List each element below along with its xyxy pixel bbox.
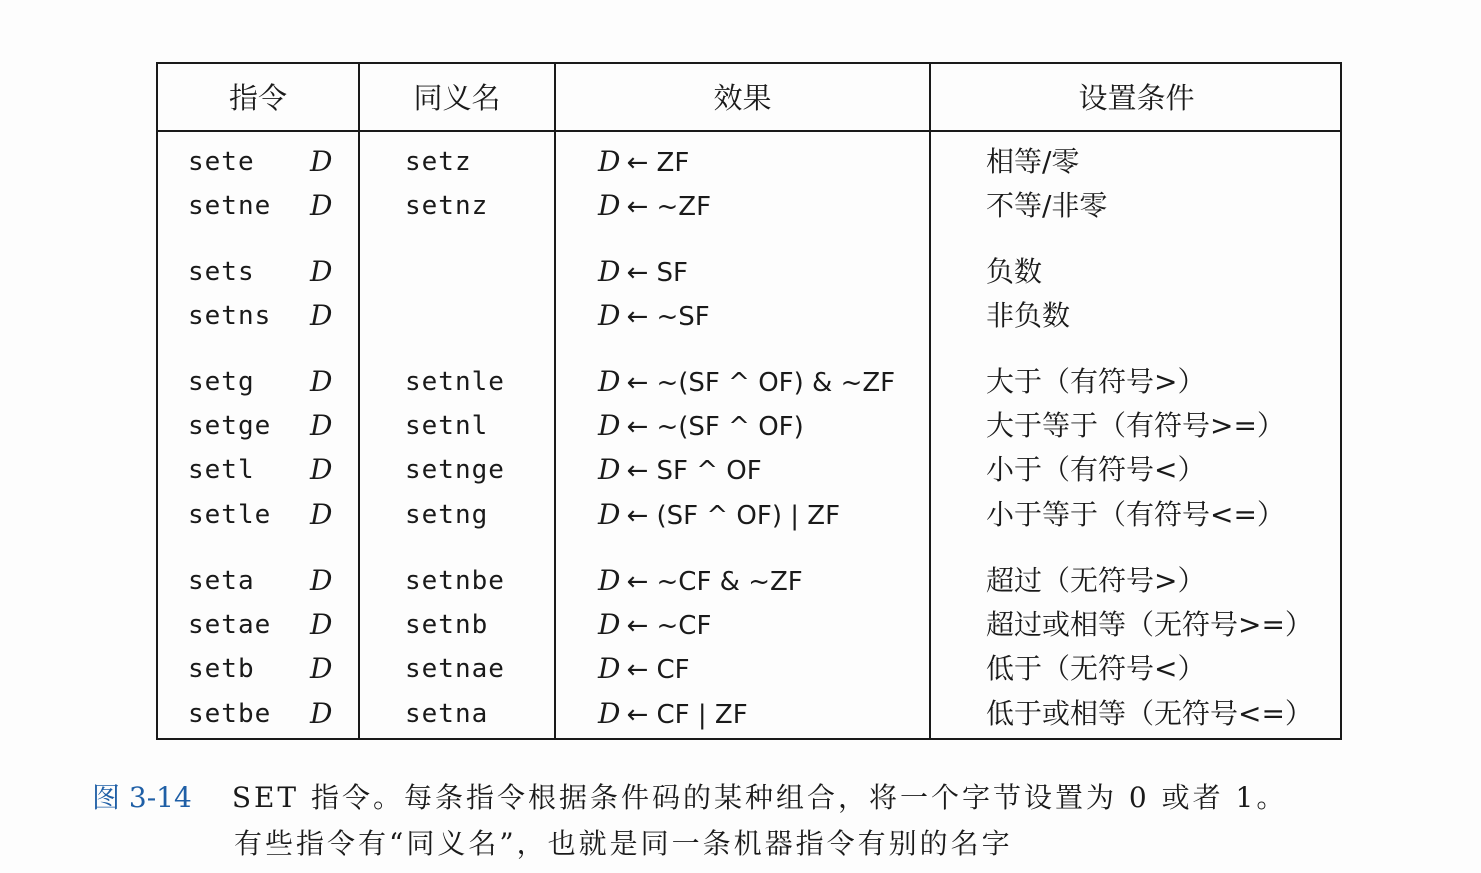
instruction-operand: D xyxy=(310,299,333,332)
effect-expression: ← SF ^ OF xyxy=(626,456,762,486)
caption-line-2: 有些指令有“同义名”，也就是同一条机器指令有别的名字 xyxy=(234,827,1013,860)
instruction-condition: 小于（有符号<） xyxy=(986,453,1206,486)
instruction-effect xyxy=(598,694,748,734)
effect-destination: D xyxy=(598,453,621,486)
instruction-operand: D xyxy=(310,255,333,288)
header-condition: 设置条件 xyxy=(1078,81,1195,115)
instruction-effect xyxy=(598,561,803,601)
effect-expression: ← ~SF xyxy=(626,302,710,332)
instruction-operand: D xyxy=(310,564,333,597)
figure-number: 图 3-14 xyxy=(92,781,192,814)
effect-destination: D xyxy=(598,145,621,178)
effect-expression: ← ~(SF ^ OF) & ~ZF xyxy=(626,368,896,398)
instruction-synonym: setnz xyxy=(405,191,489,221)
effect-expression: ← ~CF & ~ZF xyxy=(626,567,803,597)
instruction-name: sete xyxy=(188,147,255,177)
instruction-operand: D xyxy=(310,145,333,178)
instruction-synonym: setnbe xyxy=(405,566,505,596)
instruction-effect xyxy=(598,605,711,645)
instruction-name: setge xyxy=(188,411,272,441)
instruction-condition: 不等/非零 xyxy=(986,189,1108,222)
instruction-name: setne xyxy=(188,191,272,221)
column-divider xyxy=(929,64,931,738)
instruction-operand: D xyxy=(310,697,333,730)
instruction-name: setb xyxy=(188,654,255,684)
column-divider xyxy=(358,64,360,738)
effect-destination: D xyxy=(598,498,621,531)
header-divider xyxy=(158,130,1340,132)
instruction-effect xyxy=(598,362,895,402)
effect-destination: D xyxy=(598,608,621,641)
instruction-operand: D xyxy=(310,409,333,442)
instruction-condition: 小于等于（有符号<=） xyxy=(986,498,1285,531)
instruction-operand: D xyxy=(310,365,333,398)
instruction-name: setg xyxy=(188,367,255,397)
instruction-synonym: setnle xyxy=(405,367,505,397)
effect-expression: ← SF xyxy=(626,258,688,288)
header-effect: 效果 xyxy=(713,81,772,115)
instruction-name: sets xyxy=(188,257,255,287)
instruction-synonym: setnb xyxy=(405,610,489,640)
instruction-synonym: setnge xyxy=(405,455,505,485)
instruction-condition: 低于（无符号<） xyxy=(986,652,1206,685)
instruction-effect xyxy=(598,252,688,292)
instruction-condition: 非负数 xyxy=(986,299,1071,332)
instruction-condition: 低于或相等（无符号<=） xyxy=(986,697,1313,730)
instruction-condition: 相等/零 xyxy=(986,145,1080,178)
instruction-operand: D xyxy=(310,453,333,486)
instruction-name: setns xyxy=(188,301,272,331)
instruction-effect xyxy=(598,495,840,535)
instruction-name: setbe xyxy=(188,699,272,729)
caption-text-1: SET 指令。每条指令根据条件码的某种组合，将一个字节设置为 0 或者 1。 xyxy=(231,781,1288,814)
instruction-effect xyxy=(598,406,804,446)
instruction-effect xyxy=(598,450,762,490)
caption-line-1 xyxy=(92,776,1287,816)
effect-destination: D xyxy=(598,564,621,597)
effect-destination: D xyxy=(598,189,621,222)
effect-destination: D xyxy=(598,409,621,442)
effect-expression: ← ~ZF xyxy=(626,192,712,222)
set-instructions-table xyxy=(156,62,1342,740)
instruction-name: setle xyxy=(188,500,272,530)
instruction-operand: D xyxy=(310,189,333,222)
effect-destination: D xyxy=(598,299,621,332)
instruction-effect xyxy=(598,142,689,182)
effect-expression: ← CF xyxy=(626,655,690,685)
instruction-synonym: setz xyxy=(405,147,472,177)
instruction-operand: D xyxy=(310,608,333,641)
effect-destination: D xyxy=(598,652,621,685)
instruction-synonym: setnl xyxy=(405,411,489,441)
instruction-operand: D xyxy=(310,652,333,685)
effect-destination: D xyxy=(598,697,621,730)
instruction-name: setae xyxy=(188,610,272,640)
instruction-name: seta xyxy=(188,566,255,596)
instruction-condition: 超过或相等（无符号>=） xyxy=(986,608,1313,641)
effect-expression: ← (SF ^ OF) | ZF xyxy=(626,501,841,531)
effect-destination: D xyxy=(598,255,621,288)
instruction-effect xyxy=(598,186,711,226)
header-instruction: 指令 xyxy=(228,81,287,115)
header-synonym: 同义名 xyxy=(413,81,501,115)
instruction-condition: 超过（无符号>） xyxy=(986,564,1206,597)
effect-expression: ← ZF xyxy=(626,148,690,178)
instruction-synonym: setng xyxy=(405,500,489,530)
instruction-name: setl xyxy=(188,455,255,485)
instruction-condition: 大于等于（有符号>=） xyxy=(986,409,1285,442)
effect-expression: ← ~(SF ^ OF) xyxy=(626,412,804,442)
column-divider xyxy=(554,64,556,738)
instruction-condition: 大于（有符号>） xyxy=(986,365,1206,398)
instruction-operand: D xyxy=(310,498,333,531)
effect-expression: ← CF | ZF xyxy=(626,700,748,730)
instruction-synonym: setna xyxy=(405,699,489,729)
instruction-condition: 负数 xyxy=(986,255,1043,288)
instruction-effect xyxy=(598,296,710,336)
instruction-effect xyxy=(598,649,690,689)
effect-expression: ← ~CF xyxy=(626,611,712,641)
effect-destination: D xyxy=(598,365,621,398)
instruction-synonym: setnae xyxy=(405,654,505,684)
